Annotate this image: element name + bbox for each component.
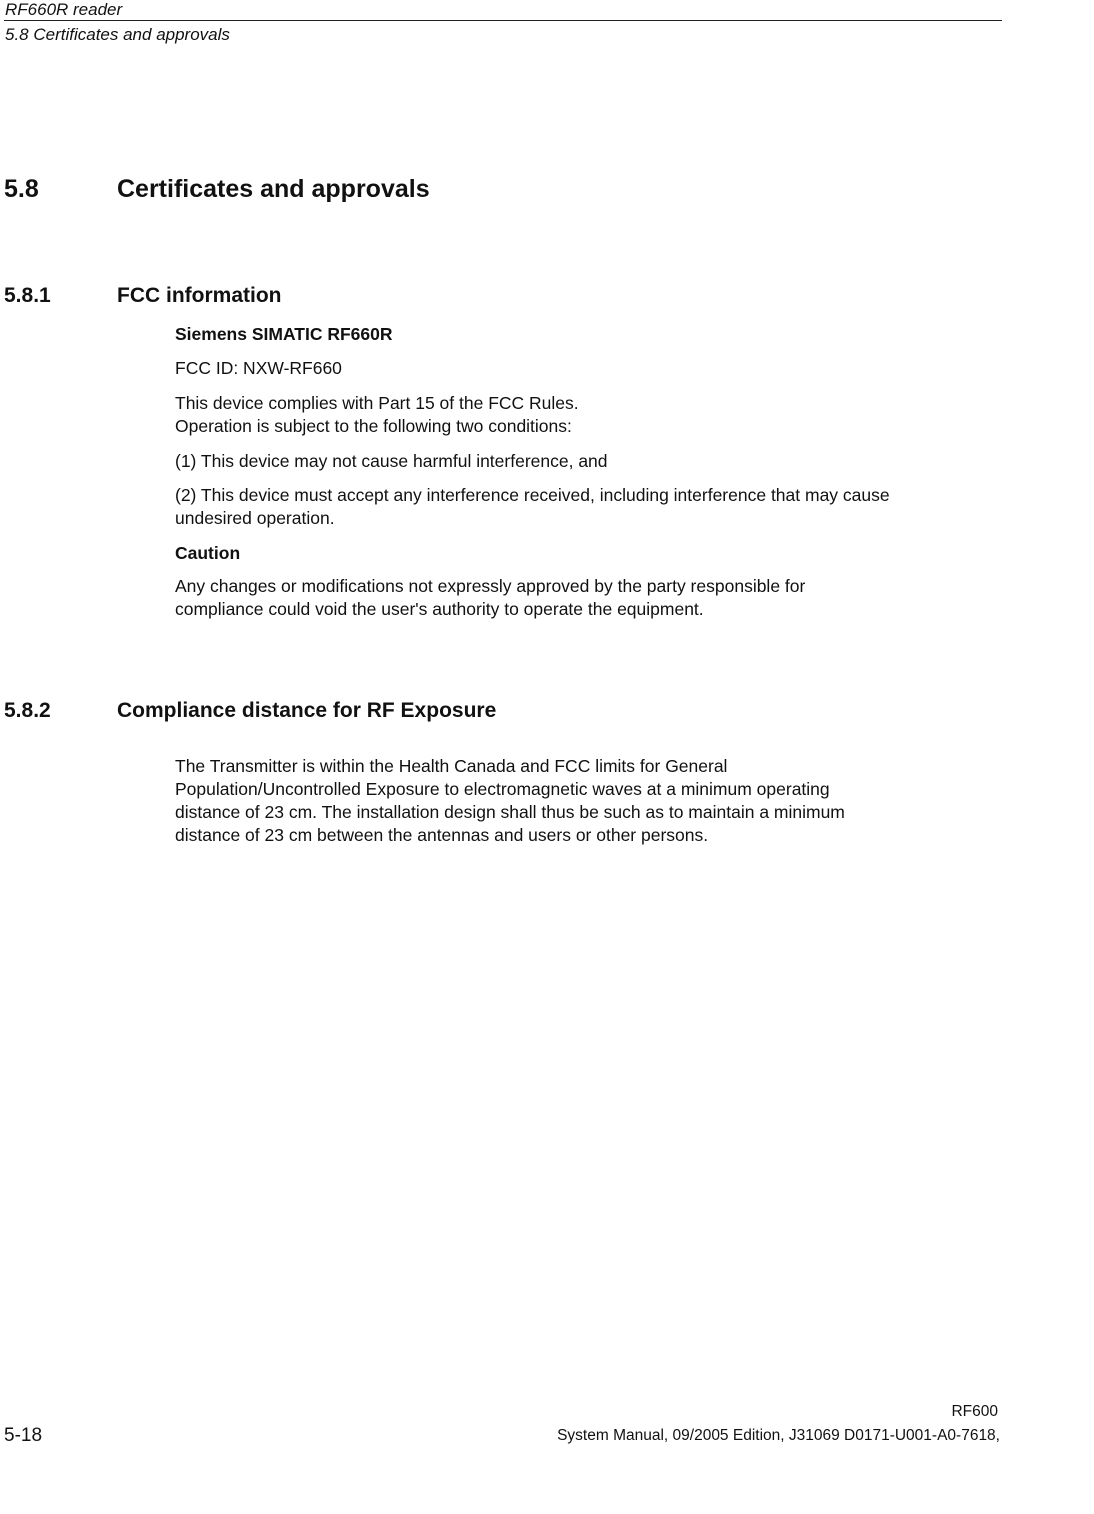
- fcc-id: FCC ID: NXW-RF660: [175, 358, 342, 378]
- rf-exposure-text-line: distance of 23 cm between the antennas and users or other persons.: [175, 825, 709, 845]
- subsection-title-fcc: FCC information: [117, 284, 282, 307]
- footer-product: RF600: [951, 1403, 998, 1420]
- caution-text-line: compliance could void the user's authority to operate the equipment.: [175, 599, 704, 619]
- compliance-text-line: Operation is subject to the following two conditions:: [175, 416, 572, 436]
- rf-exposure-text-line: distance of 23 cm. The installation design shall thus be such as to maintain a minimum: [175, 802, 845, 822]
- running-header-subtitle: 5.8 Certificates and approvals: [5, 25, 230, 44]
- header-divider: [4, 20, 1002, 21]
- subsection-number-rf-exposure: 5.8.2: [4, 699, 51, 722]
- subsection-title-rf-exposure: Compliance distance for RF Exposure: [117, 699, 497, 722]
- section-number: 5.8: [4, 175, 39, 203]
- caution-text-line: Any changes or modifications not expressly approved by the party responsible for: [175, 576, 806, 596]
- condition-2-line: (2) This device must accept any interference received, including interference that may cause: [175, 485, 890, 505]
- page-number: 5-18: [4, 1425, 43, 1446]
- rf-exposure-text-line: Population/Uncontrolled Exposure to electromagnetic waves at a minimum operating: [175, 779, 830, 799]
- running-header-title: RF660R reader: [5, 0, 123, 19]
- condition-1: (1) This device may not cause harmful interference, and: [175, 451, 608, 471]
- rf-exposure-text-line: The Transmitter is within the Health Canada and FCC limits for General: [175, 756, 728, 776]
- footer-manual-info: System Manual, 09/2005 Edition, J31069 D0171-U001-A0-7618,: [557, 1427, 1000, 1444]
- condition-2-line: undesired operation.: [175, 508, 335, 528]
- device-name: Siemens SIMATIC RF660R: [175, 324, 393, 344]
- subsection-number-fcc: 5.8.1: [4, 284, 51, 307]
- compliance-text-line: This device complies with Part 15 of the FCC Rules.: [175, 393, 579, 413]
- section-title: Certificates and approvals: [117, 175, 430, 203]
- caution-label: Caution: [175, 543, 241, 563]
